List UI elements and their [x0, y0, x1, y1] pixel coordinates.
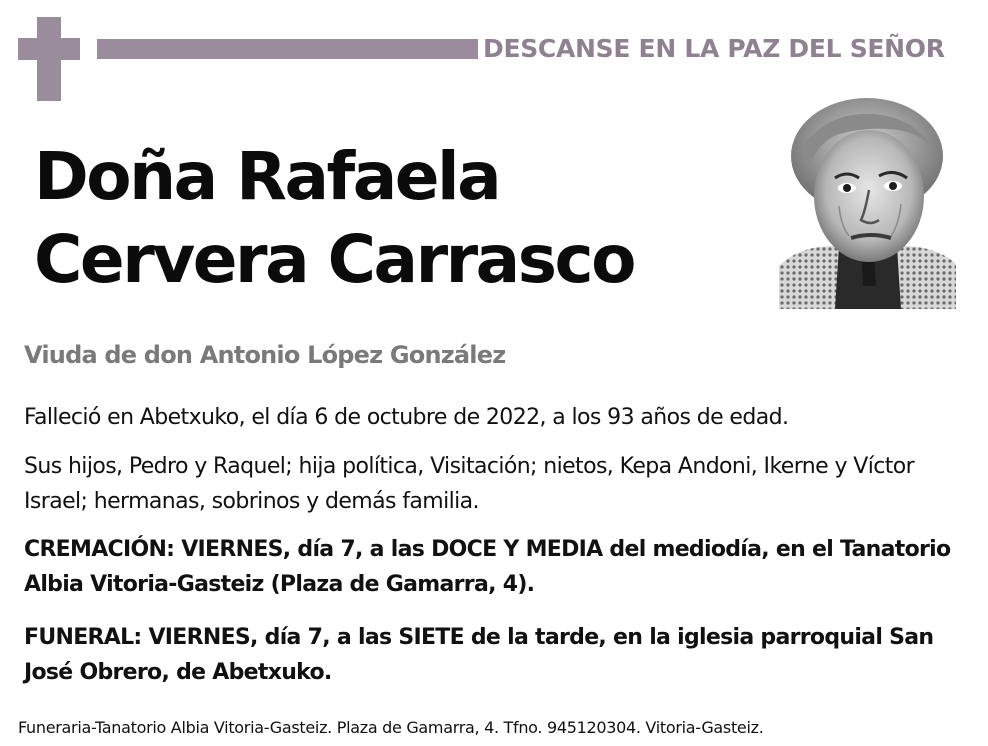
funeral-paragraph: FUNERAL: VIERNES, día 7, a las SIETE de la tarde, en la iglesia parroquial San José Obrero, de Abetxuko. [24, 625, 934, 685]
portrait-photo [779, 96, 956, 309]
death-notice-paragraph: Falleció en Abetxuko, el día 6 de octubre de 2022, a los 93 años de edad. [24, 405, 789, 430]
header-banner: DESCANSE EN LA PAZ DEL SEÑOR [483, 34, 945, 63]
header-rule [97, 39, 478, 59]
cremation-paragraph: CREMACIÓN: VIERNES, día 7, a las DOCE Y MEDIA del mediodía, en el Tanatorio Albia Vitoria-Gasteiz (Plaza de Gamarra, 4). [24, 537, 951, 597]
deceased-name [34, 135, 634, 301]
widow-of-line: Viuda de don Antonio López González [24, 341, 506, 369]
deceased-name-line1: Doña Rafaela [34, 138, 500, 215]
portrait-image [779, 96, 956, 309]
deceased-name-line2: Cervera Carrasco [34, 221, 634, 298]
family-paragraph: Sus hijos, Pedro y Raquel; hija política, Visitación; nietos, Kepa Andoni, Ikerne y Víctor Israel; hermanas, sobrinos y demás familia. [24, 454, 915, 514]
funeral-home-footer: Funeraria-Tanatorio Albia Vitoria-Gasteiz. Plaza de Gamarra, 4. Tfno. 945120304. Vitoria-Gasteiz. [18, 718, 764, 737]
cross-horizontal-bar [18, 38, 80, 60]
